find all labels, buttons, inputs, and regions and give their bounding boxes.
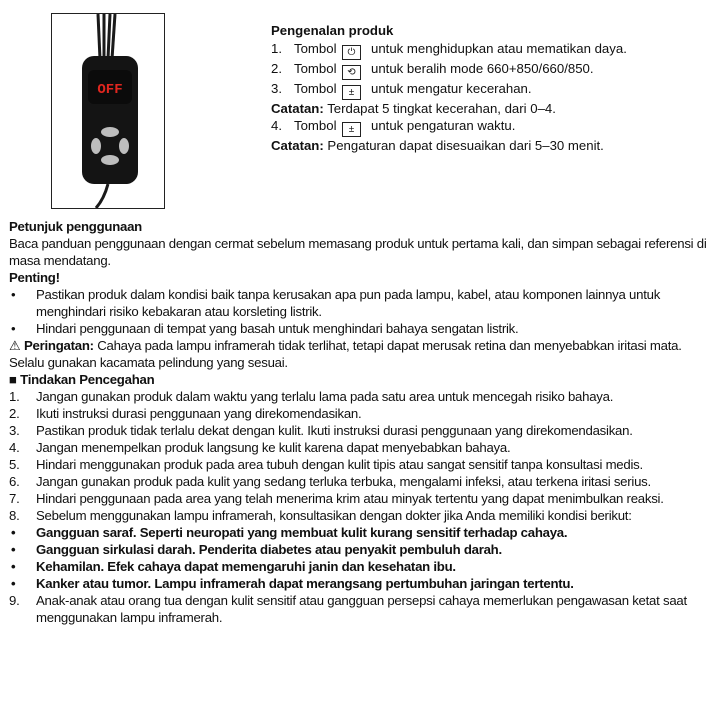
bullet-icon: • (11, 525, 16, 540)
bullet-icon: • (11, 287, 16, 302)
plus-button (101, 127, 119, 137)
intro-item: 2. Tombol ⟲ untuk beralih mode 660+850/660/850. (271, 60, 594, 78)
bottom-cable (96, 184, 108, 208)
mode-cycle-icon: ⟲ (342, 65, 361, 80)
intro-note: Catatan: Pengaturan dapat disesuaikan dari 5–30 menit. (271, 138, 604, 154)
usage-text: Baca panduan penggunaan dengan cermat sebelum memasang produk untuk pertama kali, dan simpan sebagai referensi di masa mendatang. (9, 236, 707, 268)
precaution-item: 3. Pastikan produk tidak terlalu dekat dengan kulit. Ikuti instruksi durasi penggunaan yang direkomendasikan. (9, 423, 633, 438)
bullet-icon: • (11, 559, 16, 574)
important-bullet: • Pastikan produk dalam kondisi baik tanpa kerusakan apa pun pada lampu, kabel, atau komponen lainnya untuk menghindari risiko kebakaran atau korsleting listrik. (11, 287, 661, 319)
precaution-item: 9. Anak-anak atau orang tua dengan kulit sensitif atau gangguan persepsi cahaya memerlukan pengawasan ketat saat menggunakan lampu inframerah. (9, 593, 687, 625)
top-cables (98, 14, 115, 59)
precaution-item: 2. Ikuti instruksi durasi penggunaan yang direkomendasikan. (9, 406, 362, 421)
precaution-item: 8. Sebelum menggunakan lampu inframerah, konsultasikan dengan dokter jika Anda memiliki kondisi berikut: (9, 508, 632, 523)
bullet-icon: • (11, 542, 16, 557)
precaution-title-row (9, 371, 719, 388)
important-bullet: • Hindari penggunaan di tempat yang basah untuk menghindari bahaya sengatan listrik. (11, 321, 519, 336)
condition-bullet: • Kanker atau tumor. Lampu inframerah dapat merangsang pertumbuhan jaringan tertentu. (11, 576, 574, 591)
usage-instructions (9, 218, 719, 626)
intro-item: 4. Tombol ± untuk pengaturan waktu. (271, 118, 516, 136)
warning: ⚠ Peringatan: Cahaya pada lampu inframerah tidak terlihat, tetapi dapat merusak retina dan menyebabkan iritasi mata. Selalu gunakan kacamata pelindung yang sesuai. (9, 338, 682, 370)
condition-bullet: • Gangguan sirkulasi darah. Penderita diabetes atau penyakit pembuluh darah. (11, 542, 502, 557)
mode-button (119, 138, 129, 154)
condition-bullet: • Gangguan saraf. Seperti neuropati yang membuat kulit kurang sensitif terhadap cahaya. (11, 525, 568, 540)
plus-minus-icon: ± (342, 85, 361, 100)
condition-bullet: • Kehamilan. Efek cahaya dapat memengaruhi janin dan kesehatan ibu. (11, 559, 456, 574)
bullet-icon: • (11, 321, 16, 336)
controller-illustration (52, 14, 164, 208)
precaution-item: 4. Jangan menempelkan produk langsung ke kulit karena dapat menyebabkan bahaya. (9, 440, 511, 455)
precaution-title: Tindakan Pencegahan (20, 372, 155, 387)
power-icon: ⏻ (342, 45, 361, 60)
precaution-item: 6. Jangan gunakan produk pada kulit yang sedang terluka terbuka, mengalami infeksi, atau terkena iritasi serius. (9, 474, 651, 489)
power-button (101, 155, 119, 165)
important-title: Penting! (9, 270, 60, 285)
square-bullet-icon: ■ (9, 372, 17, 387)
usage-title: Petunjuk penggunaan (9, 219, 142, 234)
display-readout: OFF (97, 82, 123, 98)
intro-title: Pengenalan produk (271, 23, 394, 38)
warning-icon: ⚠ (9, 338, 21, 353)
intro-item: 1. Tombol ⏻ untuk menghidupkan atau mematikan daya. (271, 40, 627, 58)
product-photo (51, 13, 165, 209)
product-intro (271, 22, 711, 155)
intro-item: 3. Tombol ± untuk mengatur kecerahan. (271, 80, 532, 98)
bullet-icon: • (11, 576, 16, 591)
timer-button (91, 138, 101, 154)
precaution-item: 5. Hindari menggunakan produk pada area tubuh dengan kulit tipis atau sangat sensitif tanpa konsultasi medis. (9, 457, 643, 472)
intro-note: Catatan: Terdapat 5 tingkat kecerahan, dari 0–4. (271, 100, 556, 116)
plus-minus-icon: ± (342, 122, 361, 137)
precaution-item: 7. Hindari penggunaan pada area yang telah menerima krim atau minyak tertentu yang dapat menimbulkan reaksi. (9, 491, 664, 506)
precaution-item: 1. Jangan gunakan produk dalam waktu yang terlalu lama pada satu area untuk mencegah risiko bahaya. (9, 389, 614, 404)
